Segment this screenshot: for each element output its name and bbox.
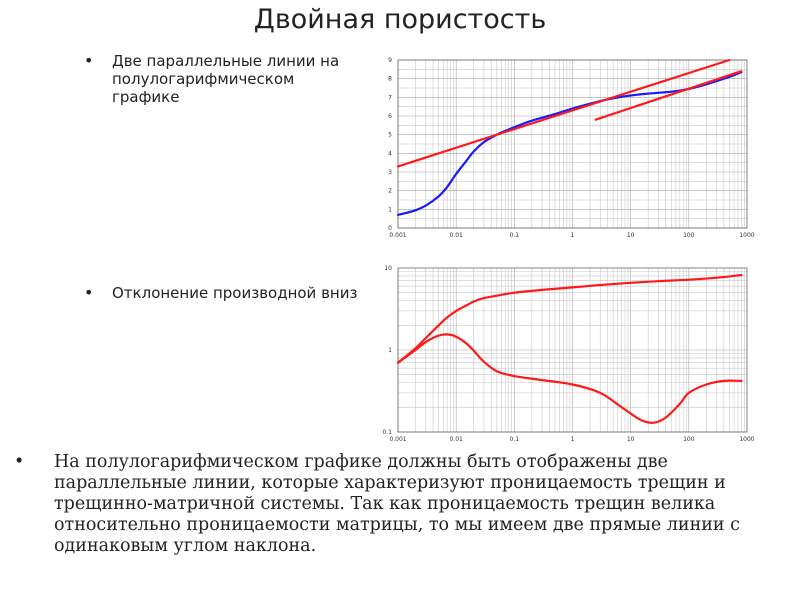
- y-tick-label: 3: [388, 169, 392, 176]
- y-tick-label: 2: [388, 187, 392, 195]
- x-tick-label: 1000: [739, 232, 755, 239]
- paragraph-text: На полулогарифмическом графике должны быть отображены две параллельные линии, которые характеризуют проницаемость трещин и трещинно-матричной системы. Так как проницаемость трещин велика относительно проницаемости матрицы, то мы имеем две прямые линии с одинаковым углом наклона.: [54, 452, 740, 556]
- x-tick-label: 0.01: [449, 232, 463, 239]
- explanation-paragraph: [14, 452, 794, 557]
- semilog-pressure-chart: [360, 52, 760, 247]
- x-tick-label: 100: [683, 232, 695, 239]
- x-tick-label: 10: [626, 232, 635, 239]
- x-tick-label: 1: [570, 232, 575, 239]
- x-tick-label: 0.1: [509, 436, 520, 443]
- page-title: Двойная пористость: [253, 4, 547, 35]
- bullet-dot-icon: •: [84, 51, 94, 70]
- x-tick-label: 1: [570, 436, 575, 443]
- y-tick-label: 9: [388, 57, 392, 64]
- y-tick-label: 0: [388, 225, 392, 232]
- y-tick-label: 8: [388, 75, 392, 83]
- x-tick-label: 0.01: [449, 436, 463, 443]
- bullet-text: Две параллельные линии на полулогарифмическом графике: [112, 52, 340, 106]
- x-tick-label: 1000: [739, 436, 755, 443]
- bullet-dot-icon: •: [84, 283, 94, 302]
- x-tick-label: 0.1: [509, 232, 520, 239]
- y-tick-label: 0.1: [382, 429, 392, 436]
- x-tick-label: 10: [626, 436, 635, 443]
- x-tick-label: 0.001: [389, 232, 407, 239]
- loglog-derivative-chart: [360, 260, 760, 450]
- y-tick-label: 6: [388, 113, 392, 120]
- y-tick-label: 4: [388, 150, 392, 158]
- bullet-text: Отклонение производной вниз: [112, 284, 358, 302]
- y-tick-label: 1: [388, 206, 392, 214]
- x-tick-label: 0.001: [389, 436, 407, 443]
- y-tick-label: 5: [388, 131, 392, 139]
- y-tick-label: 10: [384, 265, 392, 272]
- y-tick-label: 7: [388, 94, 392, 102]
- x-tick-label: 100: [683, 436, 695, 443]
- bullet-parallel-lines: [84, 52, 364, 106]
- bullet-derivative-deviation: [84, 284, 364, 302]
- paragraph-bullet-icon: •: [14, 452, 25, 472]
- y-tick-label: 1: [388, 347, 392, 354]
